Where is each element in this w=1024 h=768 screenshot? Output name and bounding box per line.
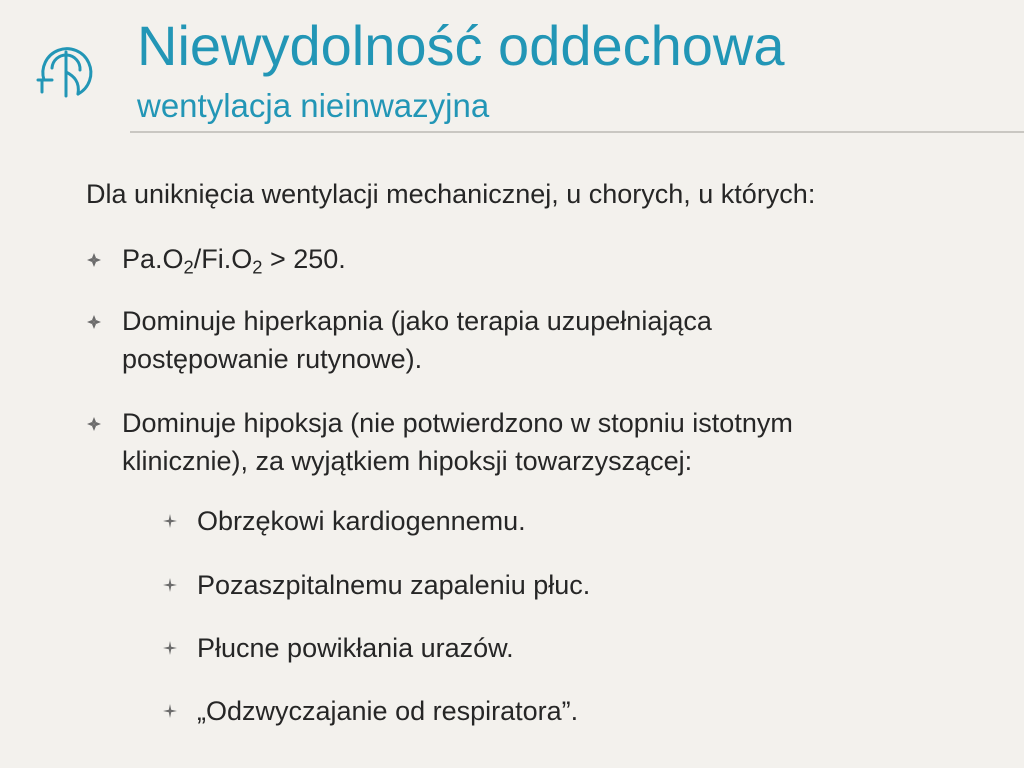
bullet-line: Dominuje hipoksja (nie potwierdzono w stopniu istotnym xyxy=(122,408,793,438)
bullet-text-part: > 250. xyxy=(262,244,346,274)
diamond-bullet-icon xyxy=(86,252,102,268)
subscript: 2 xyxy=(183,256,194,278)
sub-bullet-item: „Odzwyczajanie od respiratora”. xyxy=(197,696,579,726)
subscript: 2 xyxy=(252,256,263,278)
diamond-bullet-icon xyxy=(86,416,102,432)
page-subtitle: wentylacja nieinwazyjna xyxy=(137,87,490,124)
star-bullet-icon xyxy=(162,703,178,719)
star-bullet-icon xyxy=(162,577,178,593)
bullet-line: postępowanie rutynowe). xyxy=(122,344,423,374)
page-title: Niewydolność oddechowa xyxy=(137,14,785,77)
bullet-line: Dominuje hiperkapnia (jako terapia uzupełniająca xyxy=(122,306,712,336)
bullet-item-pao2 xyxy=(122,240,962,278)
sub-bullet-item: Płucne powikłania urazów. xyxy=(197,633,514,663)
diamond-bullet-icon xyxy=(86,314,102,330)
title-divider xyxy=(130,131,1024,133)
sub-bullet-item: Pozaszpitalnemu zapaleniu płuc. xyxy=(197,570,591,600)
intro-text: Dla uniknięcia wentylacji mechanicznej, u chorych, u których: xyxy=(86,179,816,209)
star-bullet-icon xyxy=(162,640,178,656)
bullet-item-hiperkapnia xyxy=(122,302,962,378)
star-bullet-icon xyxy=(162,513,178,529)
sub-bullet-item: Obrzękowi kardiogennemu. xyxy=(197,506,526,536)
bullet-text-part: Pa.O xyxy=(122,244,184,274)
logo-icon xyxy=(34,40,98,104)
bullet-line: klinicznie), za wyjątkiem hipoksji towarzyszącej: xyxy=(122,446,693,476)
bullet-item-hipoksja xyxy=(122,404,962,480)
bullet-text-part: /Fi.O xyxy=(193,244,253,274)
